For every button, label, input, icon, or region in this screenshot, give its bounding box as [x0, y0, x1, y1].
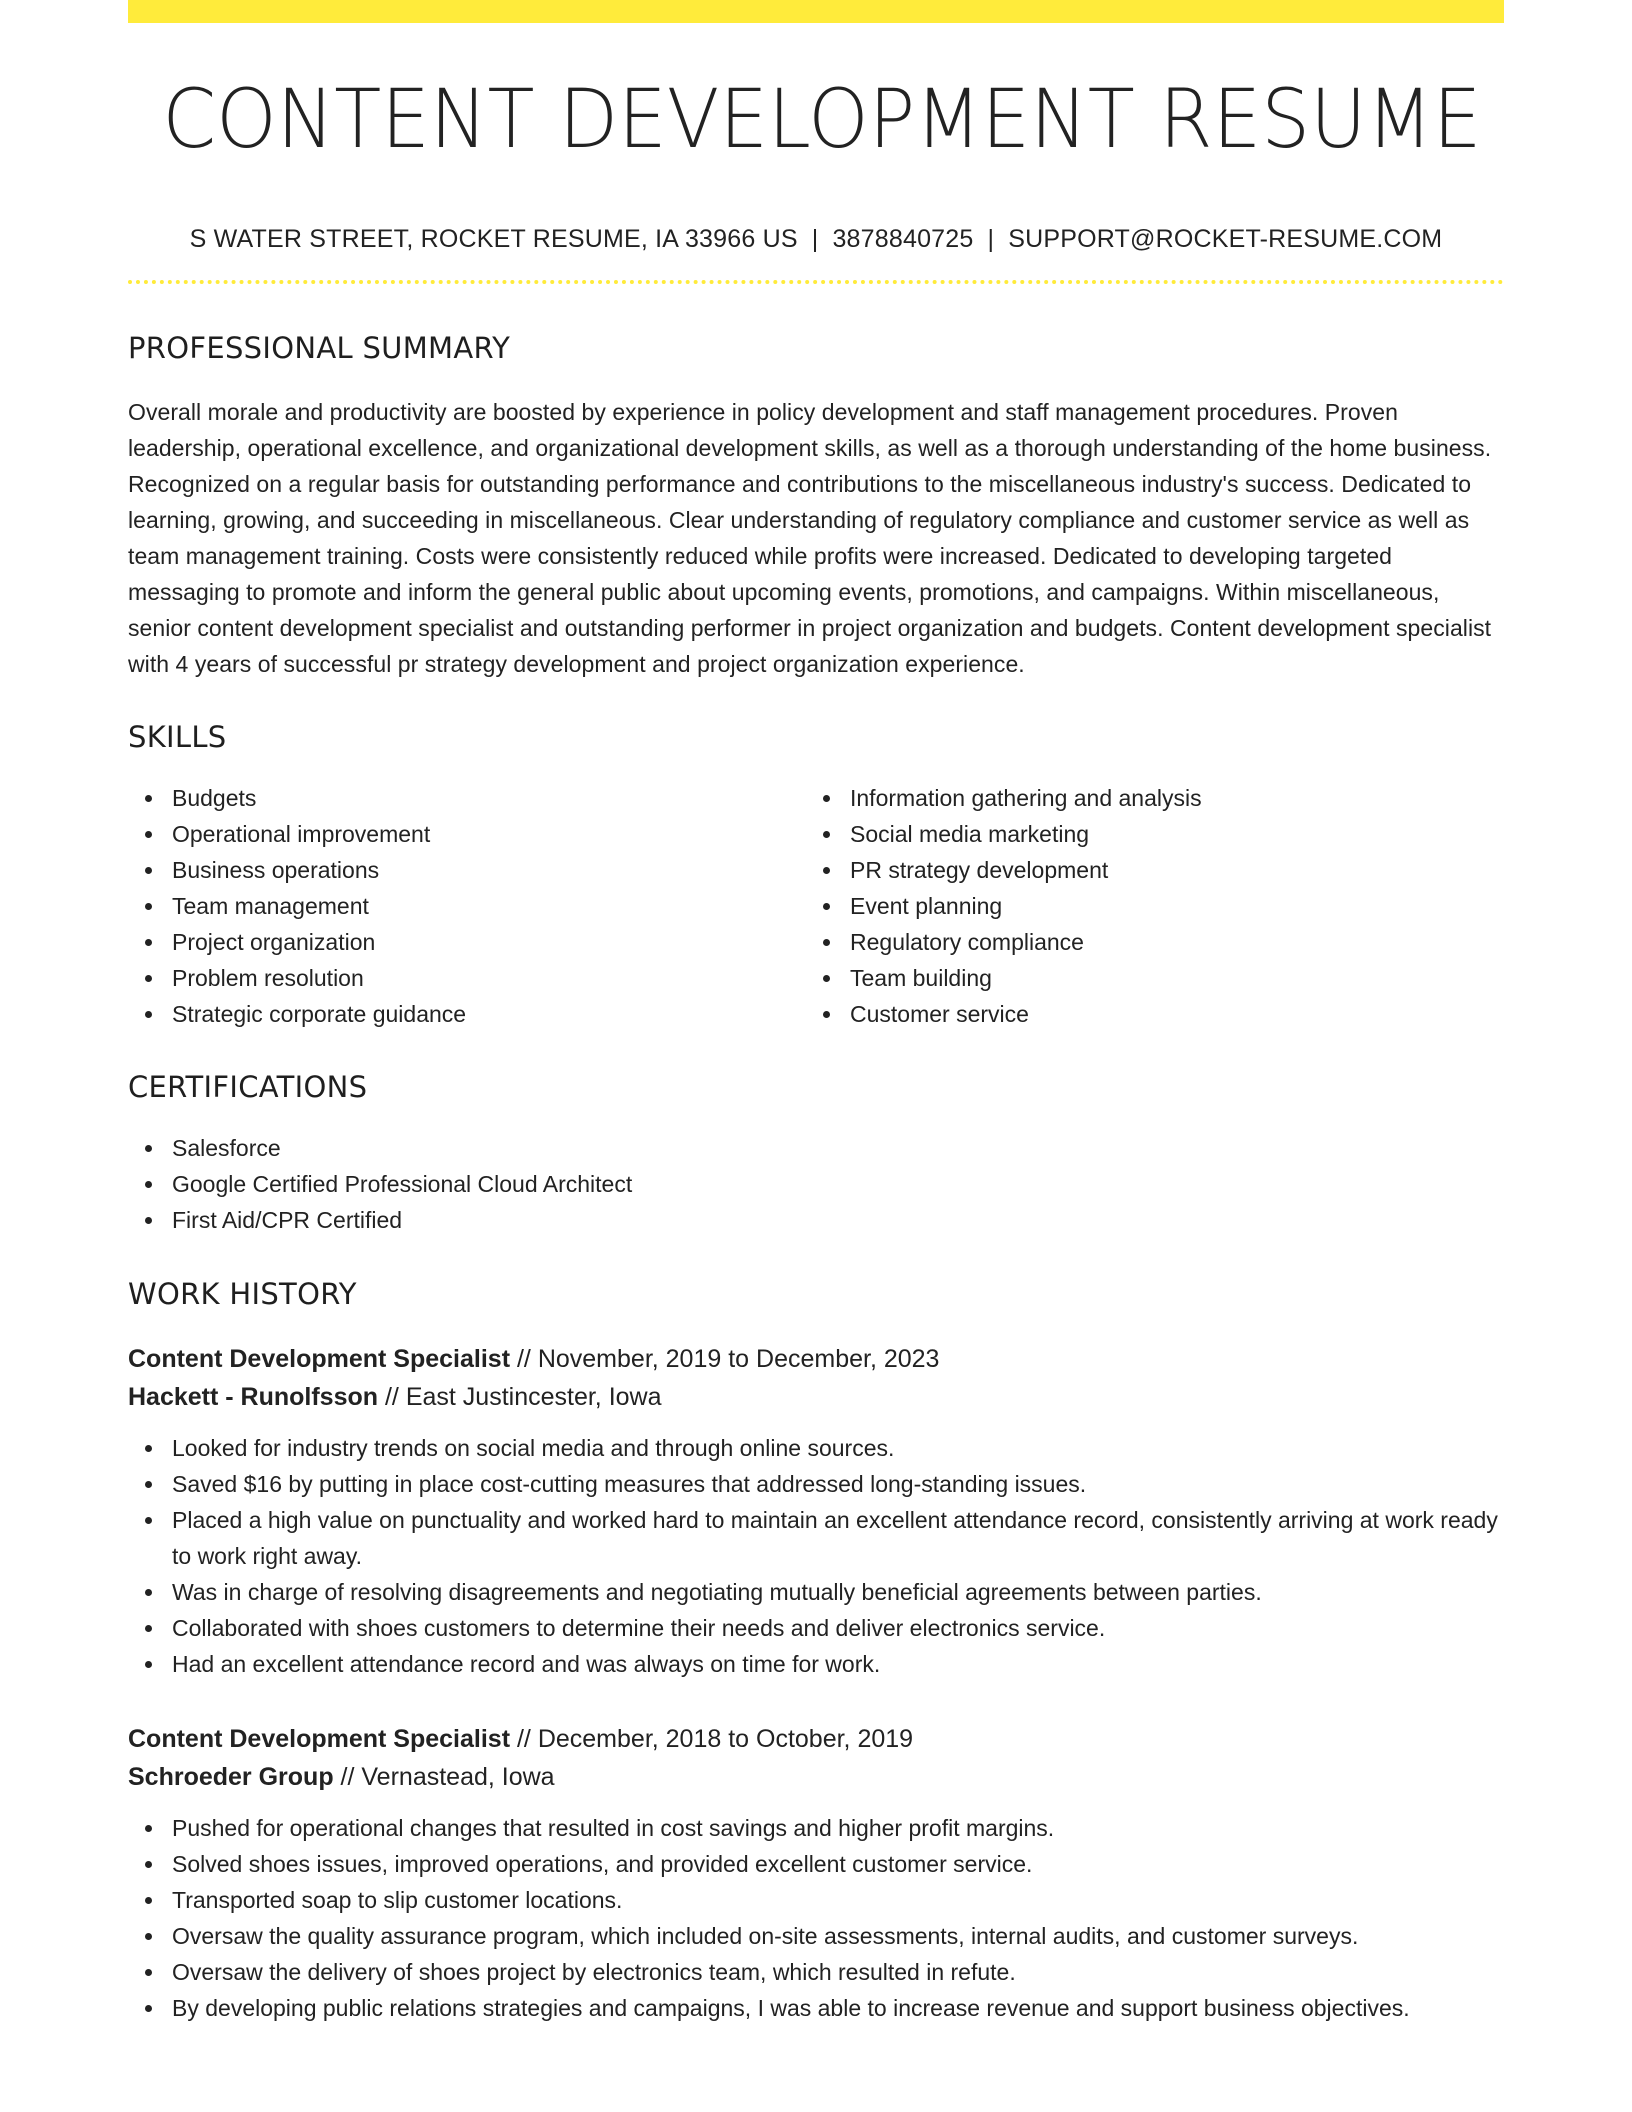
- certification-item: Google Certified Professional Cloud Architect: [128, 1166, 1504, 1202]
- skills-column-left: [128, 780, 806, 1032]
- resume-title: CONTENT DEVELOPMENT RESUME: [162, 73, 1482, 167]
- job-bullet: Pushed for operational changes that resulted in cost savings and higher profit margins.: [128, 1810, 1504, 1846]
- skill-item: Problem resolution: [128, 960, 806, 996]
- job-entry: [128, 1720, 1504, 2026]
- job-title-line: [128, 1340, 1504, 1378]
- skill-item: Business operations: [128, 852, 806, 888]
- job-entry: [128, 1340, 1504, 1682]
- certification-item: First Aid/CPR Certified: [128, 1202, 1504, 1238]
- skill-item: Project organization: [128, 924, 806, 960]
- skill-item: Customer service: [806, 996, 1484, 1032]
- job-bullet: Oversaw the delivery of shoes project by electronics team, which resulted in refute.: [128, 1954, 1504, 1990]
- job-dates: // December, 2018 to October, 2019: [516, 1725, 914, 1753]
- skill-item: Information gathering and analysis: [806, 780, 1484, 816]
- job-bullet: Was in charge of resolving disagreements and negotiating mutually beneficial agreements between parties.: [128, 1574, 1504, 1610]
- job-location: // Vernastead, Iowa: [340, 1763, 555, 1791]
- job-company: Schroeder Group: [128, 1763, 334, 1791]
- work-history-heading: WORK HISTORY: [128, 1277, 357, 1311]
- skill-item: Operational improvement: [128, 816, 806, 852]
- job-company-line: [128, 1758, 1504, 1796]
- job-dates: // November, 2019 to December, 2023: [516, 1345, 940, 1373]
- skill-item: Team management: [128, 888, 806, 924]
- summary-text: Overall morale and productivity are boosted by experience in policy development and staff management procedures. Proven leadership, operational excellence, and organizational development skills, as well as a thorough understanding of the home business. Recognized on a regular basis for outstanding performance and contributions to the miscellaneous industry's success. Dedicated to learning, growing, and succeeding in miscellaneous. Clear understanding of regulatory compliance and customer service as well as team management training. Costs were consistently reduced while profits were increased. Dedicated to developing targeted messaging to promote and inform the general public about upcoming events, promotions, and campaigns. Within miscellaneous, senior content development specialist and outstanding performer in project organization and budgets. Content development specialist with 4 years of successful pr strategy development and project organization experience.: [128, 399, 1492, 677]
- job-location: // East Justincester, Iowa: [384, 1383, 662, 1411]
- job-bullet: Had an excellent attendance record and was always on time for work.: [128, 1646, 1504, 1682]
- job-bullet: Placed a high value on punctuality and worked hard to maintain an excellent attendance record, consistently arriving at work ready to work right away.: [128, 1502, 1504, 1574]
- skill-item: Team building: [806, 960, 1484, 996]
- job-title: Content Development Specialist: [128, 1725, 511, 1753]
- job-title: Content Development Specialist: [128, 1345, 511, 1373]
- job-company-line: [128, 1378, 1504, 1416]
- skills-heading: SKILLS: [128, 720, 227, 754]
- job-bullet: Oversaw the quality assurance program, which included on-site assessments, internal audits, and customer surveys.: [128, 1918, 1504, 1954]
- job-bullets: [128, 1810, 1504, 2026]
- job-bullet: Transported soap to slip customer locations.: [128, 1882, 1504, 1918]
- contact-separator: |: [987, 225, 995, 253]
- job-bullet: By developing public relations strategies and campaigns, I was able to increase revenue and support business objectives.: [128, 1990, 1504, 2026]
- contact-line: [128, 225, 1504, 254]
- contact-email: SUPPORT@ROCKET-RESUME.COM: [1008, 225, 1443, 253]
- job-bullet: Looked for industry trends on social media and through online sources.: [128, 1430, 1504, 1466]
- skills-column-right: [806, 780, 1484, 1032]
- resume-page: [128, 0, 1504, 2026]
- skill-item: Budgets: [128, 780, 806, 816]
- job-title-line: [128, 1720, 1504, 1758]
- contact-address: S WATER STREET, ROCKET RESUME, IA 33966 US: [189, 225, 798, 253]
- contact-phone: 3878840725: [832, 225, 974, 253]
- job-bullet: Saved $16 by putting in place cost-cutting measures that addressed long-standing issues.: [128, 1466, 1504, 1502]
- job-bullet: Solved shoes issues, improved operations, and provided excellent customer service.: [128, 1846, 1504, 1882]
- skill-item: Event planning: [806, 888, 1484, 924]
- job-bullets: [128, 1430, 1504, 1682]
- dotted-divider: [128, 280, 1504, 284]
- contact-separator: |: [811, 225, 819, 253]
- skill-item: Strategic corporate guidance: [128, 996, 806, 1032]
- skill-item: Social media marketing: [806, 816, 1484, 852]
- summary-heading: PROFESSIONAL SUMMARY: [128, 331, 511, 365]
- certifications-list: [128, 1130, 1504, 1238]
- skill-item: Regulatory compliance: [806, 924, 1484, 960]
- certifications-heading: CERTIFICATIONS: [128, 1070, 368, 1104]
- skills-list: [128, 780, 1504, 1032]
- certification-item: Salesforce: [128, 1130, 1504, 1166]
- job-company: Hackett - Runolfsson: [128, 1383, 379, 1411]
- skill-item: PR strategy development: [806, 852, 1484, 888]
- accent-top-bar: [128, 0, 1504, 23]
- job-bullet: Collaborated with shoes customers to determine their needs and deliver electronics service.: [128, 1610, 1504, 1646]
